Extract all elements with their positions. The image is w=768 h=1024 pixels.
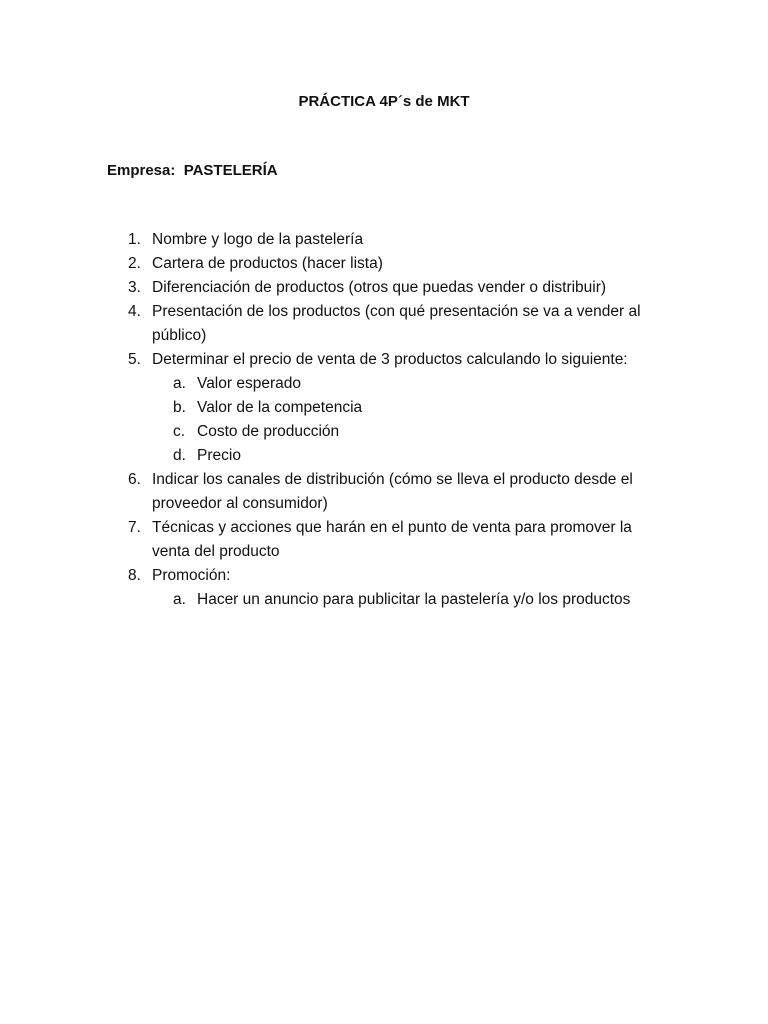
list-number: 8. [128,567,141,584]
list-number: 4. [128,303,141,320]
list-item-text: Nombre y logo de la pastelería [152,231,364,248]
list-number: 5. [128,351,141,368]
sub-list-letter: a. [173,591,186,608]
list-item-text: Determinar el precio de venta de 3 productos calculando lo siguiente: [152,351,628,368]
list-item-text: Técnicas y acciones que harán en el punto de venta para promover la venta del producto [152,519,632,560]
list-number: 6. [128,471,141,488]
list-item [107,300,667,348]
sub-list-item-text: Hacer un anuncio para publicitar la pastelería y/o los productos [197,591,631,608]
sub-list-item [107,372,667,396]
list-number: 7. [128,519,141,536]
list-item [107,348,667,372]
list-number: 3. [128,279,141,296]
list-number: 2. [128,255,141,272]
document-title: PRÁCTICA 4P´s de MKT [298,93,470,110]
task-list [107,228,667,612]
list-item [107,228,667,252]
list-item [107,252,667,276]
sub-list-letter: a. [173,375,186,392]
list-item [107,516,667,564]
list-item-text: Presentación de los productos (con qué presentación se va a vender al público) [152,303,641,344]
list-item-text: Cartera de productos (hacer lista) [152,255,383,272]
sub-list-item-text: Valor de la competencia [197,399,363,416]
sub-list-letter: d. [173,447,186,464]
sub-list-item [107,420,667,444]
sub-list-item [107,588,667,612]
sub-list-letter: b. [173,399,186,416]
list-item [107,468,667,516]
company-line: Empresa: PASTELERÍA [107,162,278,179]
list-item-text: Diferenciación de productos (otros que puedas vender o distribuir) [152,279,607,296]
list-number: 1. [128,231,141,248]
sub-list-item-text: Valor esperado [197,375,301,392]
list-item [107,564,667,588]
list-item-text: Promoción: [152,567,231,584]
sub-list-letter: c. [173,423,186,440]
sub-list-item-text: Costo de producción [197,423,340,440]
sub-list-item [107,444,667,468]
list-item-text: Indicar los canales de distribución (cómo se lleva el producto desde el proveedor al consumidor) [152,471,633,512]
list-item [107,276,667,300]
sub-list-item [107,396,667,420]
sub-list-item-text: Precio [197,447,241,464]
